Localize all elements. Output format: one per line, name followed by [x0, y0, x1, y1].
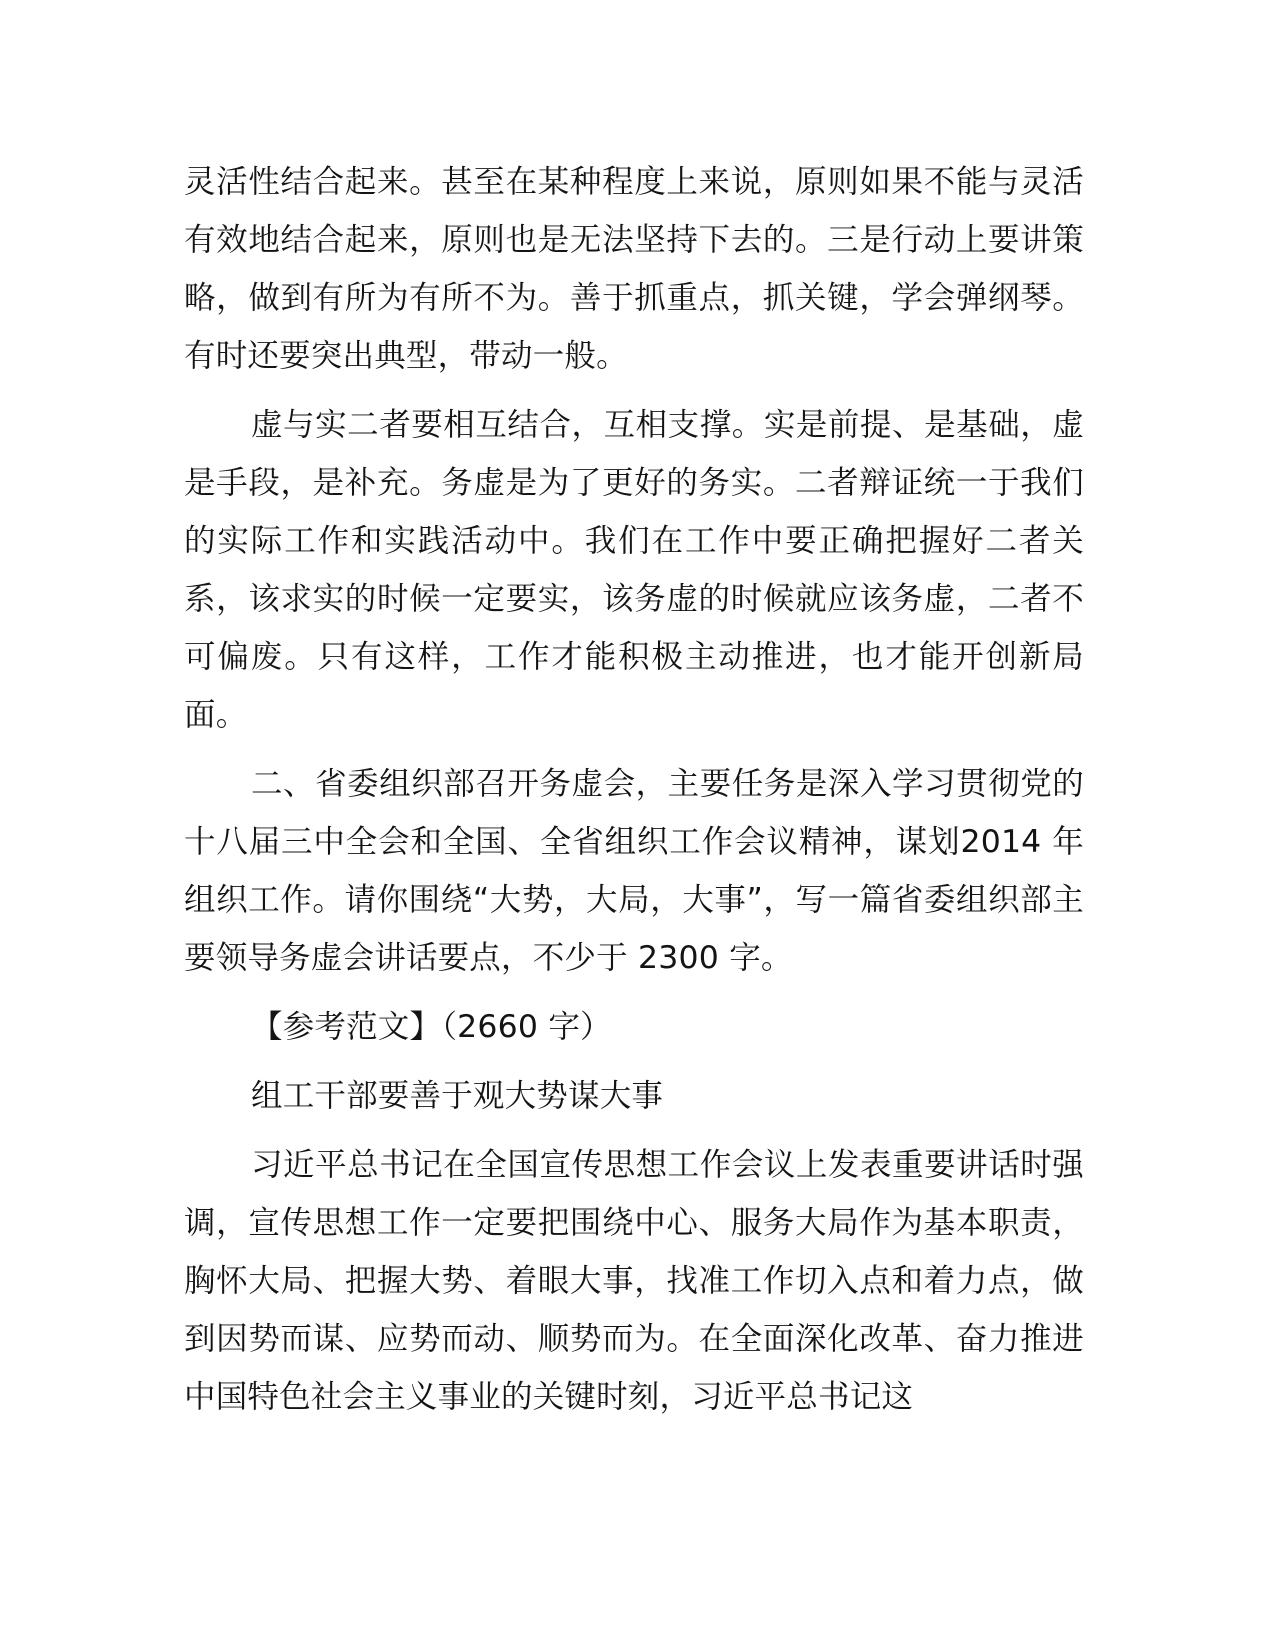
- essay-title: 组工干部要善于观大势谋大事: [251, 1078, 664, 1114]
- paragraph-xu-shi: 虚与实二者要相互结合，互相支撑。实是前提、是基础，虚是手段，是补充。务虚是为了更好的务实。二者辩证统一于我们的实际工作和实践活动中。我们在工作中要正确把握好二者关系，该求实的时候一定要实，该务虚的时候就应该务虚，二者不可偏废。只有这样，工作才能积极主动推进，也才能开创新局面。: [184, 407, 1084, 733]
- paragraph-essay-body: 习近平总书记在全国宣传思想工作会议上发表重要讲话时强调，宣传思想工作一定要把围绕中心、服务大局作为基本职责，胸怀大局、把握大势、着眼大事，找准工作切入点和着力点，做到因势而谋、应势而动、顺势而为。在全面深化改革、奋力推进中国特色社会主义事业的关键时刻，习近平总书记这: [184, 1147, 1084, 1415]
- document-page: [184, 153, 1084, 1426]
- paragraph-question-two: 二、省委组织部召开务虚会，主要任务是深入学习贯彻党的十八届三中全会和全国、全省组织工作会议精神，谋划2014 年组织工作。请你围绕“大势，大局，大事”，写一篇省委组织部主要领导务虚会讲话要点，不少于 2300 字。: [184, 766, 1084, 976]
- paragraph-continuation: 灵活性结合起来。甚至在某种程度上来说，原则如果不能与灵活有效地结合起来，原则也是无法坚持下去的。三是行动上要讲策略，做到有所为有所不为。善于抓重点，抓关键，学会弹纲琴。有时还要突出典型，带动一般。: [184, 164, 1084, 374]
- reference-heading: 【参考范文】（2660 字）: [251, 1009, 612, 1045]
